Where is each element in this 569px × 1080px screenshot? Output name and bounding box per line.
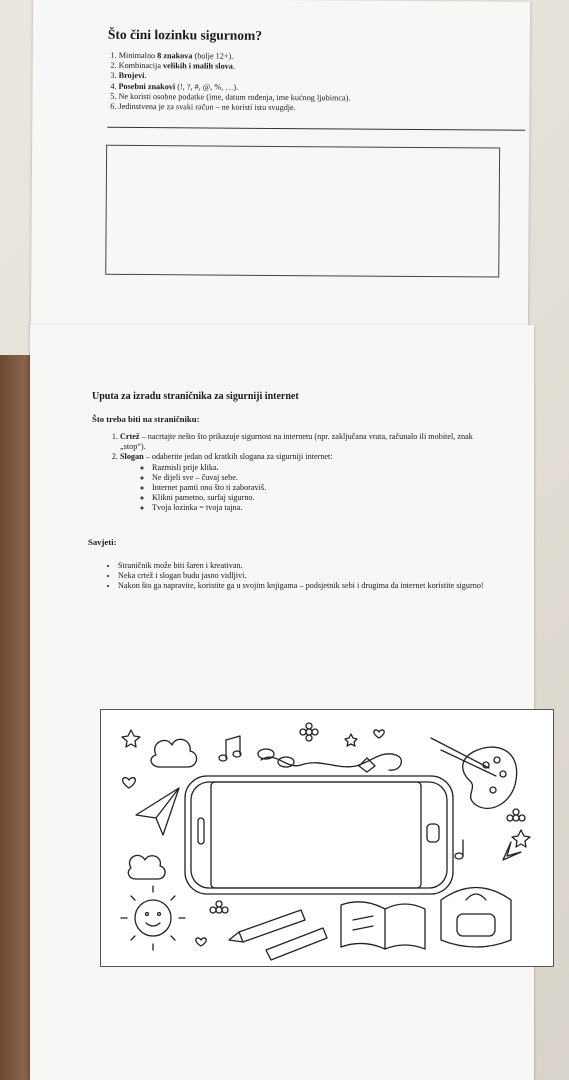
pencil-icon (229, 910, 327, 960)
slogan-item: ◦ Tvoja lozinka = tvoja tajna. (152, 503, 500, 513)
tip-item: • Straničnik može biti šaren i kreativan. (118, 561, 518, 571)
palette-icon (431, 738, 517, 808)
step-item: 2. Slogan – odaberite jedan od kratkih slogana za sigurniji internet: ◦ Razmisli prije klika. ◦ Ne dijeli sve – čuvaj sebe. ◦ Internet pamti ono što ti zaboraviš. ◦ Klikni pametno, surfaj sigurno. ◦ Tvoja lozinka = tvoja tajna. (120, 452, 500, 513)
bookmark-instructions-heading: Uputa za izradu straničnika za sigurniji internet (92, 391, 299, 402)
book-icon (341, 902, 425, 949)
slogan-list (120, 463, 500, 514)
password-rules-list (102, 51, 350, 114)
paper-plane-icon (136, 788, 179, 835)
slogan-item: ◦ Razmisli prije klika. (152, 463, 500, 473)
rule-item: 6. Jedinstvena je za svaki račun – ne koristi istu svugdje. (118, 102, 350, 114)
rule-item: 2. Kombinacija velikih i malih slova. (119, 61, 351, 73)
smartphone-icon (185, 776, 453, 894)
music-note-icon (219, 736, 463, 859)
flower-icon (210, 723, 525, 913)
headphones-icon (258, 749, 401, 772)
rule-item: 1. Minimalno 8 znakova (bolje 12+). (119, 51, 351, 63)
password-section-title: Što čini lozinku sigurnom? (107, 26, 263, 43)
rule-item: 3. Brojevi. (119, 71, 351, 83)
backpack-icon (441, 888, 511, 948)
sun-icon (121, 886, 185, 950)
worksheet-bottom-page (30, 325, 534, 1080)
divider-line (107, 127, 525, 131)
rule-item: 5. Ne koristi osobne podatke (ime, datum rođenja, ime kućnog ljubimca). (118, 92, 350, 104)
tips-heading: Savjeti: (88, 537, 117, 547)
slogan-item: ◦ Klikni pametno, surfaj sigurno. (152, 493, 500, 503)
star-icon (122, 730, 530, 860)
bookmark-steps-list (106, 432, 500, 514)
coloring-illustration (100, 709, 554, 967)
rule-item: 4. Posebni znakovi (!, ?, #, @, %, …). (119, 81, 351, 93)
step-item: 1. Crtež – nacrtajte nešto što prikazuje sigurnost na internetu (npr. zaključana vrata, računalo ili mobitel, znak „stop“). (120, 432, 500, 452)
slogan-item: ◦ Ne dijeli sve – čuvaj sebe. (152, 473, 500, 483)
bookmark-contents-subheading: Što treba biti na straničniku: (92, 414, 200, 424)
slogan-item: ◦ Internet pamti ono što ti zaboraviš. (152, 483, 500, 493)
tip-item: • Neka crtež i slogan budu jasno vidljivi. (118, 571, 518, 581)
tip-item: • Nakon što ga napravite, koristite ga u svojim knjigama – podsjetnik sebi i drugima da internet koristite sigurno! (118, 581, 518, 591)
empty-answer-box (105, 145, 500, 278)
worksheet-top-page (31, 0, 530, 332)
tips-list (88, 561, 518, 592)
heart-icon (123, 730, 385, 946)
